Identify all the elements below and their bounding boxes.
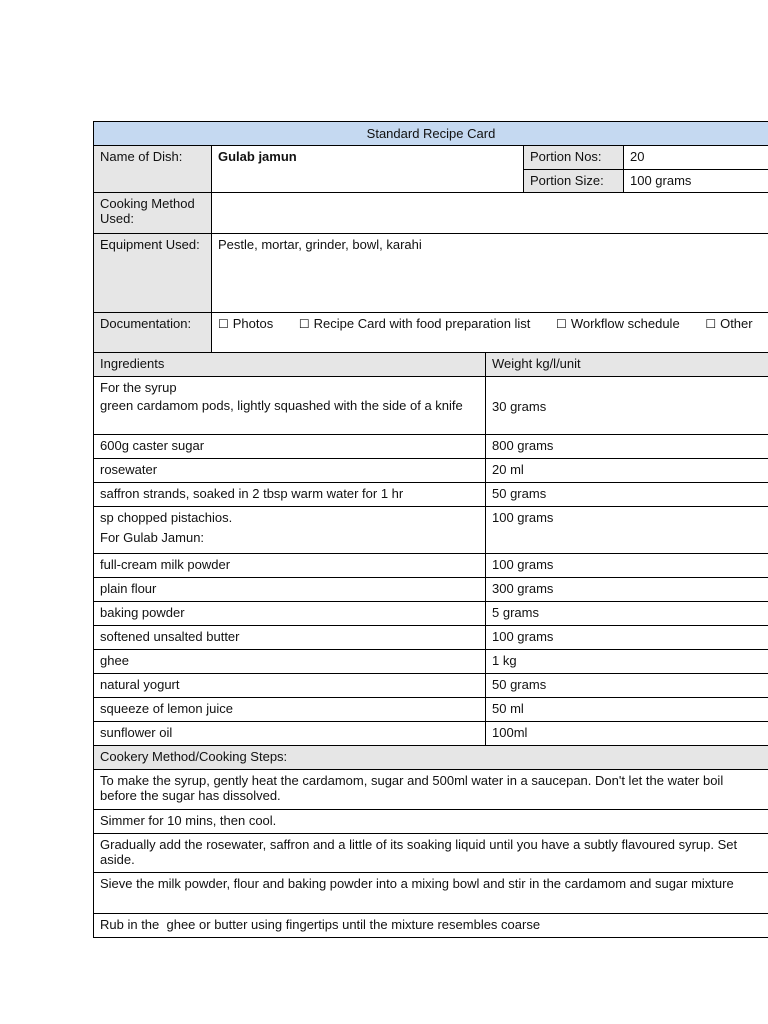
portion-size-label: Portion Size: (524, 170, 624, 192)
ingredient-name (94, 377, 486, 434)
checkbox-icon[interactable]: ☐ (298, 317, 310, 331)
ingredient-row (94, 578, 768, 602)
method-step (94, 810, 768, 834)
ingredient-weight: 100 grams (486, 507, 768, 530)
equipment-row (94, 234, 768, 313)
doc-option-label: Other (720, 316, 753, 331)
portion-nos-value: 20 (624, 146, 768, 169)
ingredient-row (94, 435, 768, 459)
doc-option-label: Workflow schedule (570, 316, 680, 331)
equipment-value: Pestle, mortar, grinder, bowl, karahi (212, 234, 768, 312)
method-header: Cookery Method/Cooking Steps: (94, 746, 768, 769)
ingredient-row (94, 483, 768, 507)
ingredient-row (94, 626, 768, 650)
ingredient-weight: 30 grams (486, 377, 768, 434)
method-step (94, 873, 768, 914)
ingredient-section-row (94, 530, 768, 554)
checkbox-icon[interactable]: ☐ (218, 317, 229, 331)
documentation-row (94, 313, 768, 353)
method-step (94, 834, 768, 873)
method-header-row (94, 746, 768, 770)
checkbox-icon[interactable]: ☐ (705, 317, 717, 331)
doc-option-label: Recipe Card with food preparation list (313, 316, 531, 331)
ingredient-weight: 5 grams (486, 602, 768, 625)
ingredient-name: saffron strands, soaked in 2 tbsp warm water for 1 hr (94, 483, 486, 506)
ingredient-row (94, 602, 768, 626)
name-of-dish-label: Name of Dish: (94, 146, 212, 192)
ingredient-row (94, 722, 768, 746)
ingredient-name: baking powder (94, 602, 486, 625)
ingredient-section-label: For Gulab Jamun: (94, 530, 486, 553)
method-step-text: Gradually add the rosewater, saffron and a little of its soaking liquid until you have a subtly flavoured syrup. Set aside. (94, 834, 768, 872)
documentation-label: Documentation: (94, 313, 212, 352)
portion-size-value: 100 grams (624, 170, 768, 192)
ingredient-weight: 1 kg (486, 650, 768, 673)
ingredient-name: full-cream milk powder (94, 554, 486, 577)
ingredient-weight: 50 grams (486, 483, 768, 506)
ingredient-name: ghee (94, 650, 486, 673)
ingredient-weight: 100ml (486, 722, 768, 745)
weight-header: Weight kg/l/unit (486, 353, 768, 376)
ingredient-weight: 50 ml (486, 698, 768, 721)
method-step (94, 770, 768, 810)
recipe-card (93, 121, 768, 938)
portion-size-row (524, 170, 768, 192)
cooking-method-label: Cooking Method Used: (94, 193, 212, 233)
ingredients-header: Ingredients (94, 353, 486, 376)
documentation-options (212, 313, 768, 352)
method-step-text: Rub in the ghee or butter using fingertips until the mixture resembles coarse (94, 914, 768, 937)
dish-row (94, 146, 768, 193)
ingredients-header-row (94, 353, 768, 377)
ingredient-name: softened unsalted butter (94, 626, 486, 649)
portion-block (524, 146, 768, 192)
portion-nos-row (524, 146, 768, 170)
doc-option-label: Photos (232, 316, 274, 331)
ingredient-name: rosewater (94, 459, 486, 482)
ingredient-name: sunflower oil (94, 722, 486, 745)
ingredient-weight-empty (486, 530, 768, 553)
cooking-method-value (212, 193, 768, 233)
ingredient-text: green cardamom pods, lightly squashed with the side of a knife (100, 398, 463, 413)
method-step (94, 914, 768, 938)
card-title: Standard Recipe Card (94, 122, 768, 145)
ingredient-name: squeeze of lemon juice (94, 698, 486, 721)
cooking-method-row (94, 193, 768, 234)
ingredient-row (94, 554, 768, 578)
equipment-label: Equipment Used: (94, 234, 212, 312)
ingredient-section-label: For the syrup (100, 380, 177, 395)
doc-option-other[interactable] (705, 316, 752, 331)
ingredient-row (94, 698, 768, 722)
ingredient-weight: 800 grams (486, 435, 768, 458)
ingredient-weight: 50 grams (486, 674, 768, 697)
ingredient-row (94, 507, 768, 530)
checkbox-icon[interactable]: ☐ (556, 317, 567, 331)
ingredient-weight: 20 ml (486, 459, 768, 482)
doc-option-workflow[interactable] (556, 316, 680, 331)
ingredient-name: sp chopped pistachios. (94, 507, 486, 530)
card-title-row (94, 122, 768, 146)
ingredient-name: plain flour (94, 578, 486, 601)
doc-option-photos[interactable] (218, 316, 273, 331)
ingredient-name: natural yogurt (94, 674, 486, 697)
method-step-text: Simmer for 10 mins, then cool. (94, 810, 768, 833)
method-step-text: Sieve the milk powder, flour and baking powder into a mixing bowl and stir in the cardamom and sugar mixture (94, 873, 768, 913)
ingredient-row (94, 459, 768, 483)
ingredient-row (94, 377, 768, 435)
portion-nos-label: Portion Nos: (524, 146, 624, 169)
method-step-text: To make the syrup, gently heat the cardamom, sugar and 500ml water in a saucepan. Don't let the water boil before the sugar has dissolved. (94, 770, 768, 809)
ingredient-row (94, 674, 768, 698)
doc-option-recipe-card[interactable] (299, 316, 531, 331)
ingredient-row (94, 650, 768, 674)
ingredient-name: 600g caster sugar (94, 435, 486, 458)
dish-name-value: Gulab jamun (212, 146, 524, 192)
ingredient-weight: 100 grams (486, 554, 768, 577)
ingredient-weight: 100 grams (486, 626, 768, 649)
ingredient-weight: 300 grams (486, 578, 768, 601)
